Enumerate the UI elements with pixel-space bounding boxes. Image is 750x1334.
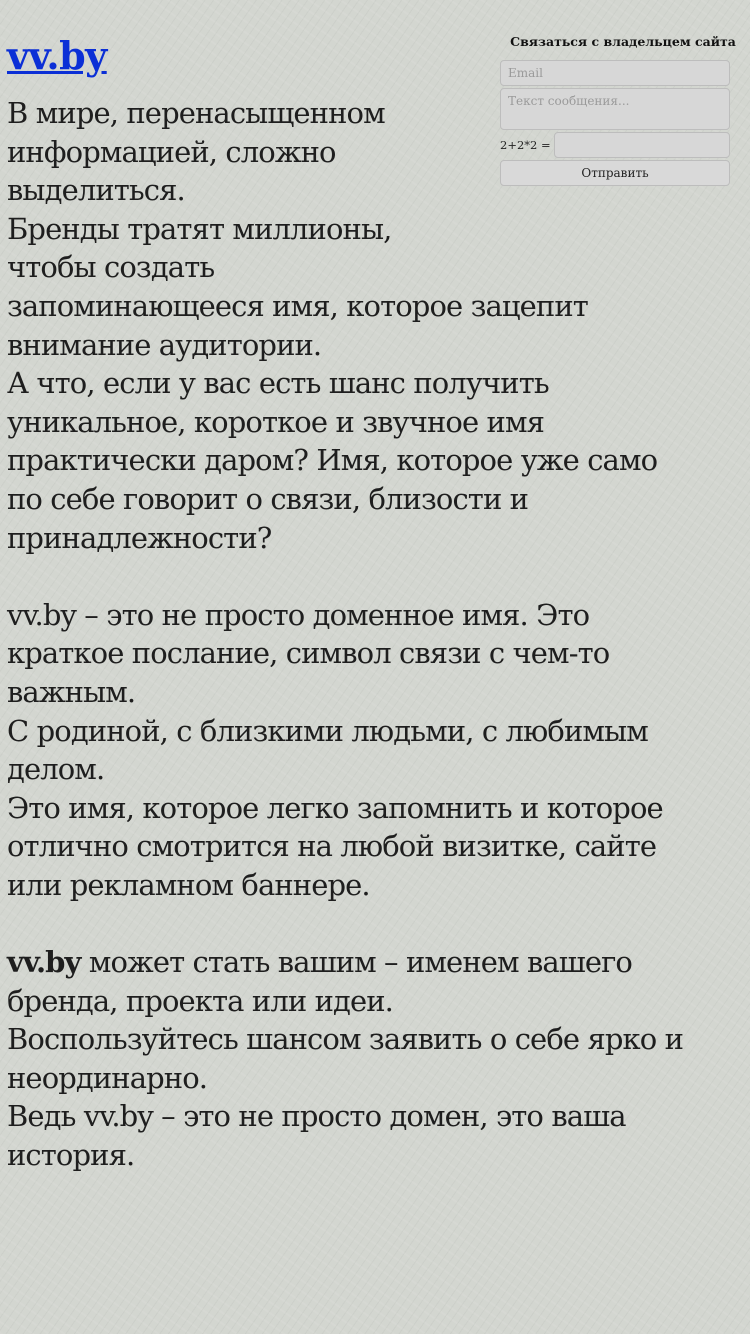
text-line: vv.by – это не просто доменное имя. Это [7, 597, 590, 632]
text-line: С родиной, с близкими людьми, с любимым [7, 713, 648, 748]
text-line: по себе говорит о связи, близости и [7, 481, 529, 516]
text-fragment: может стать вашим – именем вашего [80, 945, 632, 980]
domain-name-bold: vv.by [7, 945, 81, 980]
text-line: внимание аудитории. [7, 327, 322, 362]
send-button[interactable]: Отправить [500, 160, 730, 186]
text-line: практически даром? Имя, которое уже само [7, 443, 658, 478]
text-line: отлично смотрится на любой визитке, сайте [7, 829, 657, 864]
text-line: бренда, проекта или идеи. [7, 983, 393, 1018]
text-line: Бренды тратят миллионы, [7, 211, 392, 246]
text-line: принадлежности? [7, 520, 272, 555]
text-line [7, 943, 743, 982]
text-line: неординарно. [7, 1060, 208, 1095]
text-line: Ведь vv.by – это не просто домен, это ваша [7, 1099, 626, 1134]
text-line: А что, если у вас есть шанс получить [7, 366, 549, 401]
text-line: Это имя, которое легко запомнить и которое [7, 790, 663, 825]
captcha-label: 2+2*2 = [500, 138, 551, 152]
paragraph-about-domain [7, 596, 743, 905]
text-line: выделиться. [7, 173, 185, 208]
contact-form-title: Связаться с владельцем сайта [510, 34, 736, 49]
text-line: история. [7, 1138, 135, 1173]
text-line: Воспользуйтесь шансом заявить о себе ярко и [7, 1022, 684, 1057]
text-line: краткое послание, символ связи с чем-то [7, 636, 610, 671]
paragraph-intro [7, 94, 743, 557]
text-line: или рекламном баннере. [7, 867, 370, 902]
main-content [7, 94, 743, 1175]
site-title-link[interactable]: vv.by [7, 33, 107, 78]
text-line: информацией, сложно [7, 134, 336, 169]
text-line: чтобы создать [7, 250, 215, 285]
text-line: запоминающееся имя, которое зацепит [7, 288, 588, 323]
paragraph-spacer [7, 557, 743, 596]
text-line: делом. [7, 752, 105, 787]
paragraph-call-to-action [7, 943, 743, 1175]
paragraph-spacer [7, 904, 743, 943]
text-line: В мире, перенасыщенном [7, 96, 385, 130]
text-line: уникальное, короткое и звучное имя [7, 404, 545, 439]
email-input[interactable] [500, 60, 730, 86]
text-line: важным. [7, 674, 136, 709]
site-title [7, 32, 107, 80]
